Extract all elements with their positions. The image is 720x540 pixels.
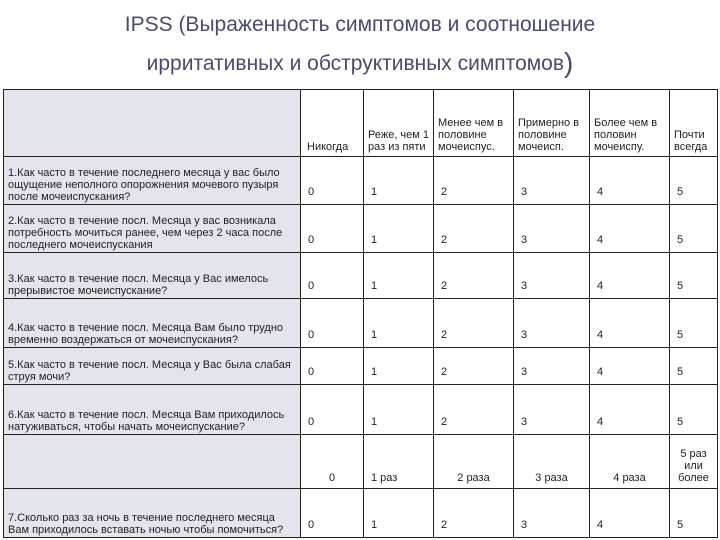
- score-cell[interactable]: 3: [514, 385, 590, 435]
- question-2: 2.Как часто в течение посл. Месяца у вас возникала потребность мочиться ранее, чем через 2 часа после последнего мочеиспускания: [4, 205, 301, 253]
- score-cell[interactable]: 1: [364, 385, 434, 435]
- score-cell[interactable]: 2: [434, 385, 514, 435]
- question-7: 7.Сколько раз за ночь в течение последнего месяца Вам приходилось вставать ночью чтобы помочиться?: [4, 489, 301, 538]
- title-line-2-text: ирритативных и обструктивных симптомов: [146, 52, 565, 75]
- score-cell[interactable]: 2: [434, 253, 514, 299]
- question-3: 3.Как часто в течение посл. Месяца у Вас имелось прерывистое мочеиспускание?: [4, 253, 301, 299]
- score-cell[interactable]: 3: [514, 489, 590, 538]
- table-row: [4, 205, 718, 253]
- header-less-than-1-in-5: Реже, чем 1 раз из пяти: [364, 90, 434, 157]
- nocturia-labels-row: [4, 435, 718, 489]
- nocturia-label-corner: [4, 435, 301, 489]
- question-1: 1.Как часто в течение последнего месяца у вас было ощущение неполного опорожнения мочевого пузыря после мочеиспускания?: [4, 157, 301, 205]
- score-cell[interactable]: 2: [434, 348, 514, 385]
- score-cell[interactable]: 1: [364, 205, 434, 253]
- score-cell[interactable]: 2: [434, 299, 514, 348]
- score-cell[interactable]: 0: [301, 489, 364, 538]
- title-line-1: IPSS (Выраженность симптомов и соотношение: [124, 13, 596, 36]
- score-cell[interactable]: 4: [590, 299, 670, 348]
- score-cell[interactable]: 3: [514, 253, 590, 299]
- score-cell[interactable]: 4: [590, 157, 670, 205]
- score-cell[interactable]: 2: [434, 157, 514, 205]
- nocturia-label: 4 раза: [590, 435, 670, 489]
- table-row: [4, 157, 718, 205]
- score-cell[interactable]: 0: [301, 348, 364, 385]
- header-more-than-half: Более чем в половин мочеиспу.: [590, 90, 670, 157]
- score-cell[interactable]: 0: [301, 299, 364, 348]
- score-cell[interactable]: 4: [590, 489, 670, 538]
- score-cell[interactable]: 0: [301, 205, 364, 253]
- score-cell[interactable]: 1: [364, 253, 434, 299]
- table-row: [4, 253, 718, 299]
- header-about-half: Примерно в половине мочеисп.: [514, 90, 590, 157]
- nocturia-label: 0: [301, 435, 364, 489]
- score-cell[interactable]: 5: [670, 157, 718, 205]
- score-cell[interactable]: 4: [590, 385, 670, 435]
- score-cell[interactable]: 5: [670, 205, 718, 253]
- table-row: [4, 489, 718, 538]
- score-cell[interactable]: 4: [590, 348, 670, 385]
- score-cell[interactable]: 3: [514, 157, 590, 205]
- question-4: 4.Как часто в течение посл. Месяца Вам было трудно временно воздержаться от мочеиспускания?: [4, 299, 301, 348]
- score-cell[interactable]: 5: [670, 299, 718, 348]
- table-row: [4, 299, 718, 348]
- score-cell[interactable]: 2: [434, 205, 514, 253]
- score-cell[interactable]: 3: [514, 348, 590, 385]
- score-cell[interactable]: 3: [514, 205, 590, 253]
- score-cell[interactable]: 0: [301, 385, 364, 435]
- header-less-than-half: Менее чем в половине мочеиспус.: [434, 90, 514, 157]
- score-cell[interactable]: 0: [301, 253, 364, 299]
- page-title: [0, 10, 720, 79]
- header-row: [4, 90, 718, 157]
- score-cell[interactable]: 5: [670, 385, 718, 435]
- score-cell[interactable]: 2: [434, 489, 514, 538]
- table-row: [4, 348, 718, 385]
- score-cell[interactable]: 5: [670, 253, 718, 299]
- question-6: 6.Как часто в течение посл. Месяца Вам приходилось натуживаться, чтобы начать мочеиспускание?: [4, 385, 301, 435]
- title-line-2: [147, 48, 574, 79]
- nocturia-label: 3 раза: [514, 435, 590, 489]
- ipss-table: [3, 89, 718, 538]
- nocturia-label: 2 раза: [434, 435, 514, 489]
- score-cell[interactable]: 5: [670, 348, 718, 385]
- title-closing-paren: ): [564, 47, 574, 78]
- score-cell[interactable]: 1: [364, 348, 434, 385]
- score-cell[interactable]: 1: [364, 157, 434, 205]
- score-cell[interactable]: 5: [670, 489, 718, 538]
- score-cell[interactable]: 1: [364, 489, 434, 538]
- header-corner-cell: [4, 90, 301, 157]
- header-never: Никогда: [301, 90, 364, 157]
- score-cell[interactable]: 1: [364, 299, 434, 348]
- nocturia-label: 5 раз или более: [670, 435, 718, 489]
- score-cell[interactable]: 4: [590, 205, 670, 253]
- header-almost-always: Почти всегда: [670, 90, 718, 157]
- score-cell[interactable]: 0: [301, 157, 364, 205]
- question-5: 5.Как часто в течение посл. Месяца у Вас была слабая струя мочи?: [4, 348, 301, 385]
- table-row: [4, 385, 718, 435]
- score-cell[interactable]: 4: [590, 253, 670, 299]
- nocturia-label: 1 раз: [364, 435, 434, 489]
- score-cell[interactable]: 3: [514, 299, 590, 348]
